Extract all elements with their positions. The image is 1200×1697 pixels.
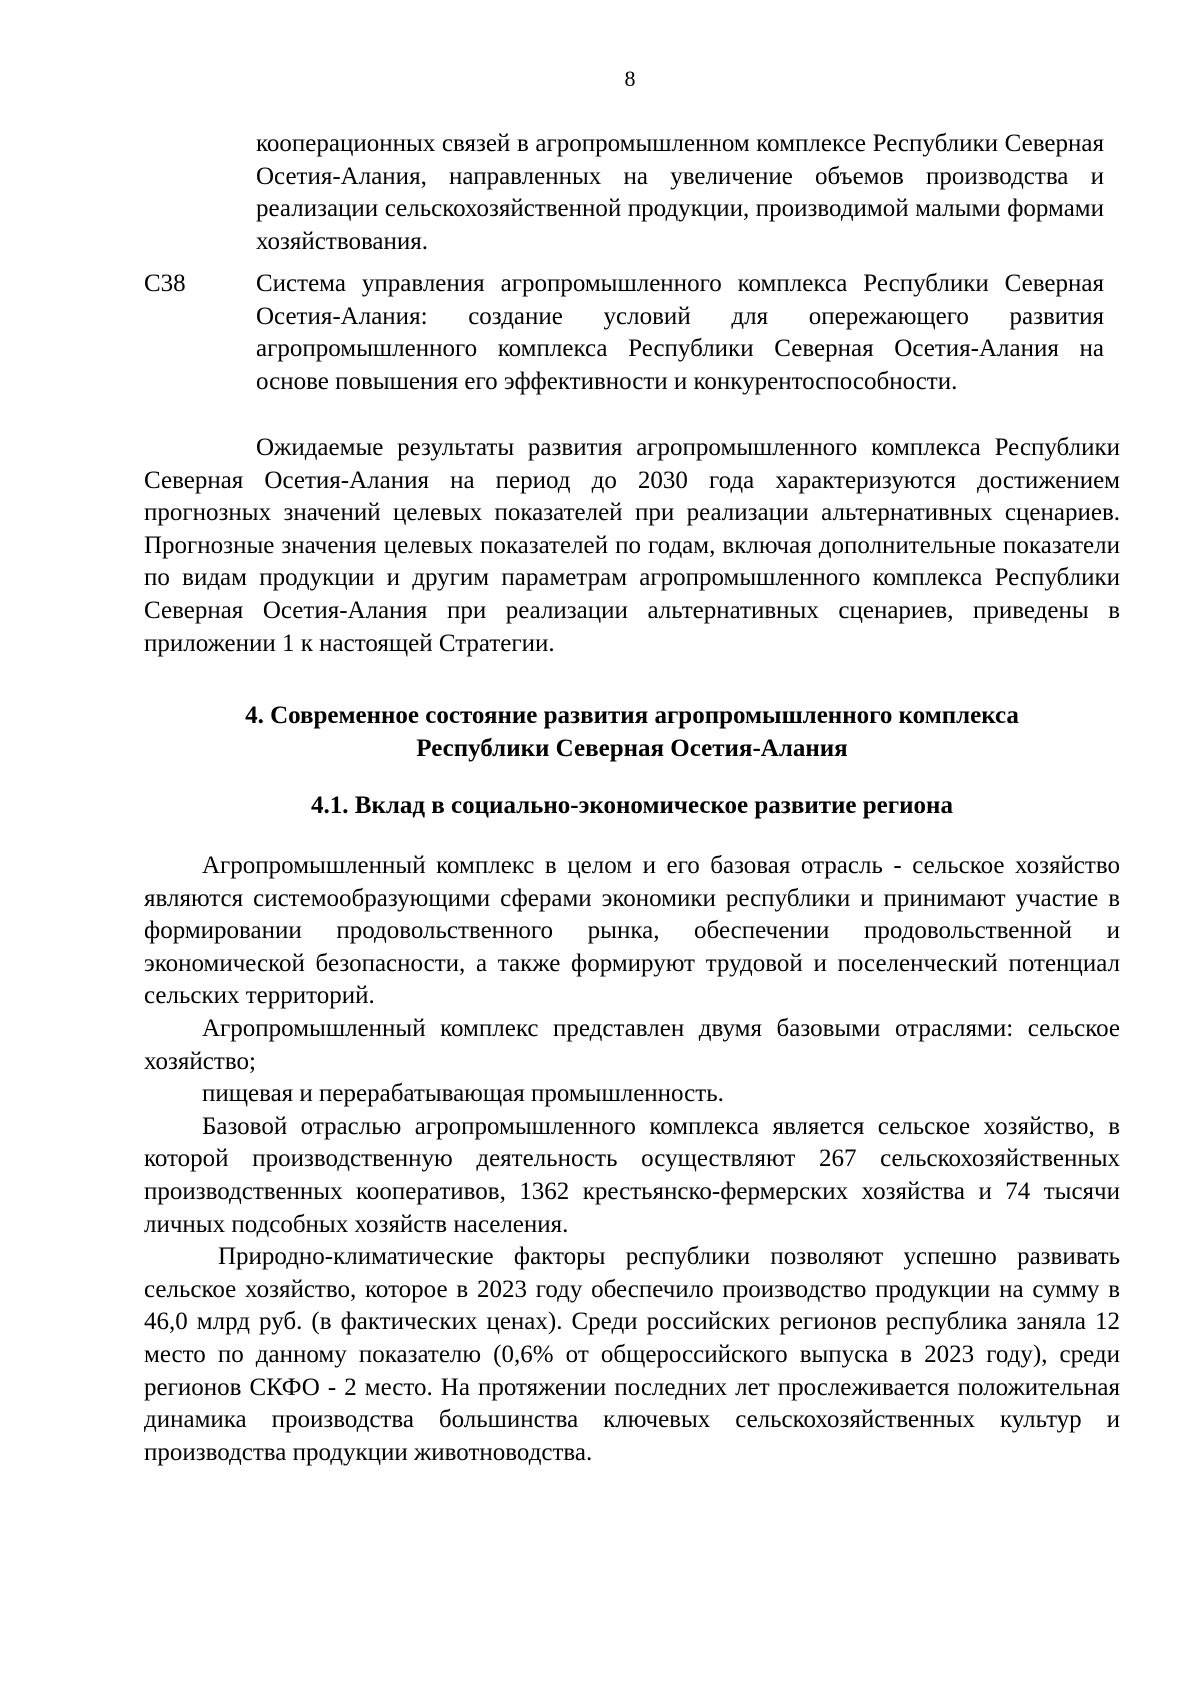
expected-results-paragraph: Ожидаемые результаты развития агропромышленного комплекса Республики Северная Осетия-Алания на период до 2030 года характеризуются достижением прогнозных значений целевых показателей при реализации альтернативных сценариев. Прогнозные значения целевых показателей по годам, включая дополнительные показатели по видам продукции и другим параметрам агропромышленного комплекса Республики Северная Осетия-Алания при реализации альтернативных сценариев, приведены в приложении 1 к настоящей Стратегии. bbox=[144, 434, 1120, 657]
item-continuation-text: кооперационных связей в агропромышленном комплексе Республики Северная Осетия-Алания, направленных на увеличение объемов производства и реализации сельскохозяйственной продукции, производимой малыми формами хозяйствования. bbox=[256, 130, 1104, 255]
section-4-title-line2: Республики Северная Осетия-Алания bbox=[416, 734, 848, 762]
item-text: Система управления агропромышленного комплекса Республики Северная Осетия-Алания: создание условий для опережающего развития агропромышленного комплекса Республики Северная Осетия-Алания на основе повышения его эффективности и конкурентоспособности. bbox=[256, 270, 1104, 395]
list-item: пищевая и перерабатывающая промышленность. bbox=[202, 1080, 724, 1108]
paragraph: Природно-климатические факторы республики позволяют успешно развивать сельское хозяйство, которое в 2023 году обеспечило производство продукции на сумму в 46,0 млрд руб. (в фактических ценах). Среди российских регионов республика заняла 12 место по данному показателю (0,6% от общероссийского выпуска в 2023 году), среди регионов СКФО - 2 место. На протяжении последних лет прослеживается положительная динамика производства большинства ключевых сельскохозяйственных культур и производства продукции животноводства. bbox=[144, 1243, 1120, 1466]
paragraph: Агропромышленный комплекс в целом и его базовая отрасль - сельское хозяйство являются системообразующими сферами экономики республики и принимают участие в формировании продовольственного рынка, обеспечении продовольственной и экономической безопасности, а также формируют трудовой и поселенческий потенциал сельских территорий. bbox=[144, 852, 1120, 1010]
expected-results-block bbox=[144, 432, 1120, 660]
item-c38 bbox=[144, 268, 1104, 398]
section-4-1-title: 4.1. Вклад в социально-экономическое развитие региона bbox=[311, 792, 953, 819]
page-number: 8 bbox=[624, 66, 636, 91]
item-continuation bbox=[144, 128, 1104, 258]
section-4-heading bbox=[144, 700, 1120, 765]
paragraph: Базовой отраслью агропромышленного комплекса является сельское хозяйство, в которой производственную деятельность осуществляют 267 сельскохозяйственных производственных кооперативов, 1362 крестьянско-фермерских хозяйства и 74 тысячи личных подсобных хозяйств населения. bbox=[144, 1112, 1120, 1238]
item-code: С38 bbox=[144, 270, 186, 297]
section-4-title-line1: 4. Современное состояние развития агропромышленного комплекса bbox=[245, 702, 1019, 729]
body-text bbox=[144, 850, 1120, 1469]
paragraph: Агропромышленный комплекс представлен двумя базовыми отраслями: сельское хозяйство; bbox=[144, 1014, 1120, 1075]
section-4-1-heading bbox=[144, 790, 1120, 823]
